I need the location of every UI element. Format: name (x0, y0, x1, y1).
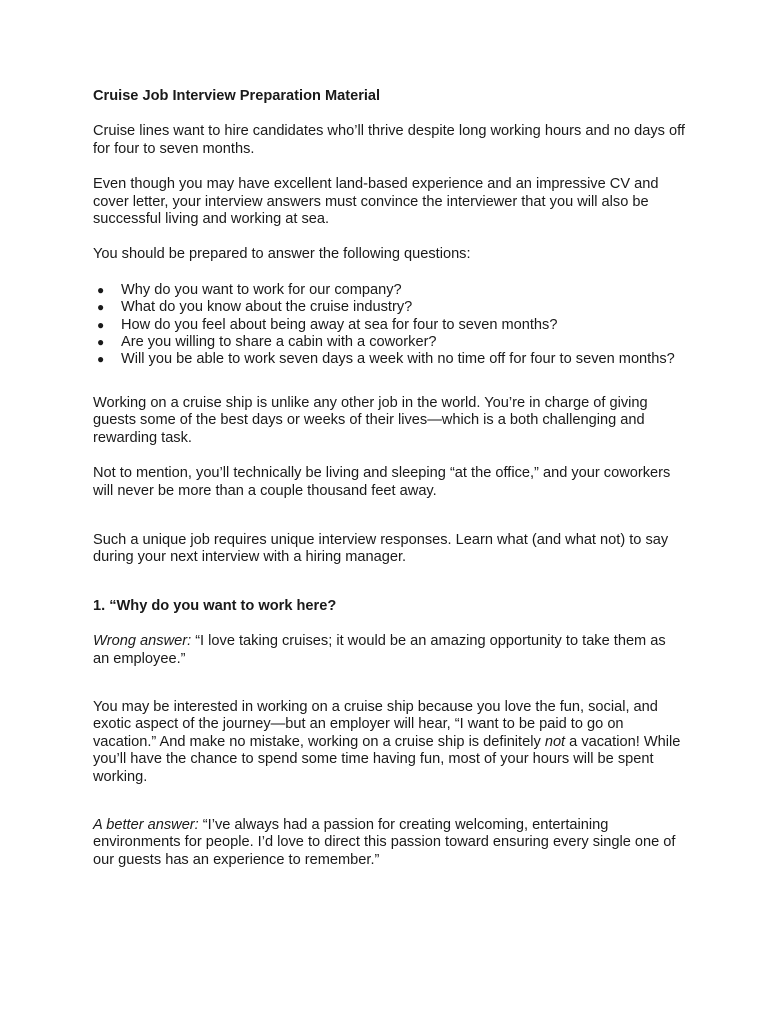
document-title: Cruise Job Interview Preparation Material (93, 88, 381, 104)
list-item: ● Will you be able to work seven days a week with no time off for four to seven months? (93, 351, 685, 368)
wrong-answer-text: “I love taking cruises; it would be an amazing opportunity to take them as an employee.” (93, 633, 666, 667)
emphasis-not: not (544, 733, 566, 750)
list-item: ● Are you willing to share a cabin with a coworker? (93, 334, 685, 351)
list-item: ● How do you feel about being away at sea for four to seven months? (93, 317, 685, 334)
paragraph-intro: Cruise lines want to hire candidates who’ll thrive despite long working hours and no days off for four to seven months. (93, 123, 685, 157)
better-answer (93, 817, 685, 869)
paragraph-unique-job: Working on a cruise ship is unlike any other job in the world. You’re in charge of giving guests some of the best days or weeks of their lives—which is a both challenging and rewarding task. (93, 394, 648, 446)
paragraph-living-office: Not to mention, you’ll technically be living and sleeping “at the office,” and your coworkers will never be more than a couple thousand feet away. (93, 465, 671, 499)
explanation (93, 699, 685, 786)
paragraph-questions-intro: You should be prepared to answer the following questions: (93, 246, 471, 263)
wrong-answer (93, 633, 685, 668)
wrong-answer-label: Wrong answer: (93, 633, 192, 650)
list-item: ● What do you know about the cruise industry? (93, 299, 685, 316)
better-answer-label: A better answer: (93, 816, 199, 833)
explanation-part-b: a vacation! While you’ll have the chance to spend some time having fun, most of your hours will be spent working. (93, 733, 681, 785)
explanation-part-a: You may be interested in working on a cruise ship because you love the fun, social, and exotic aspect of the journey—but an employer will hear, “I want to be paid to go on vacation.” And make no mistake, working on a cruise ship is definitely (93, 698, 658, 750)
question-list (93, 282, 685, 369)
paragraph-responses: Such a unique job requires unique interview responses. Learn what (and what not) to say during your next interview with a hiring manager. (93, 531, 669, 566)
list-item: ● Why do you want to work for our company? (93, 282, 685, 299)
document-page (93, 85, 685, 869)
section-heading: 1. “Why do you want to work here? (93, 597, 337, 614)
better-answer-text: “I’ve always had a passion for creating welcoming, entertaining environments for people. I’d love to direct this passion toward ensuring every single one of our guests has an experience to remember.” (93, 816, 676, 868)
paragraph-experience: Even though you may have excellent land-based experience and an impressive CV and cover letter, your interview answers must convince the interviewer that you will also be successful living and working at sea. (93, 176, 659, 228)
